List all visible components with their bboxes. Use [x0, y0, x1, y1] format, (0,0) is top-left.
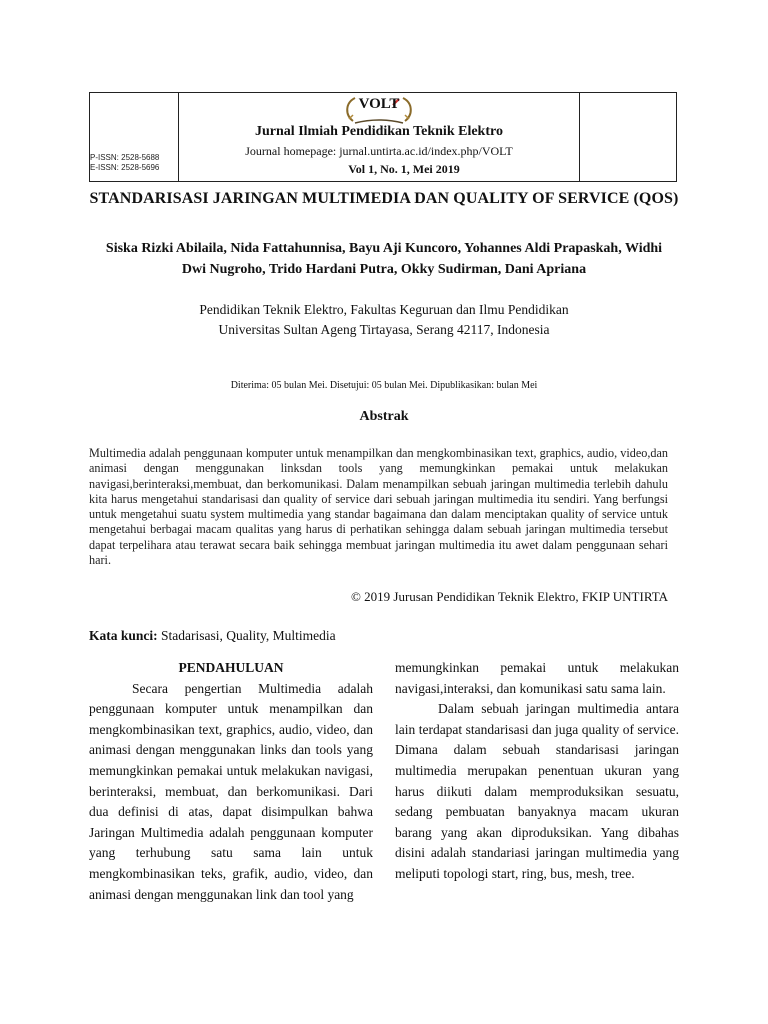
standardization-paragraph: Dalam sebuah jaringan multimedia antara lain terdapat standarisasi dan juga quality of service. Dimana dalam sebuah standarisasi jaringan multimedia merupakan penentuan ukuran yang harus diikuti dalam memproduksikan sesuatu, sedang pembuatan banyaknya macam ukuran barang yang akan diproduksikan. Yang dibahas disini adalah standariasi jaringan multimedia yang meliputi topologi start, ring, bus, mesh, tree.	[395, 701, 679, 881]
header-left-cell	[90, 93, 179, 181]
p-issn: P-ISSN: 2528-5688	[90, 153, 160, 162]
authors-line-1: Siska Rizki Abilaila, Nida Fattahunnisa, Bayu Aji Kuncoro, Yohannes Aldi Prapaskah, Widhi	[105, 241, 663, 256]
keywords-label: Kata kunci:	[89, 628, 158, 643]
volt-logo-text: VOLT	[358, 96, 400, 112]
section-heading: PENDAHULUAN	[178, 660, 284, 675]
publication-dates: Diterima: 05 bulan Mei. Disetujui: 05 bulan Mei. Dipublikasikan: bulan Mei	[230, 380, 538, 391]
abstract-body: Multimedia adalah penggunaan komputer untuk menampilkan dan mengkombinasikan text, graphics, audio, video,dan animasi dengan menggunakan linksdan tools yang memungkinkan pemakai untuk melakukan navigasi,berinteraksi,membuat, dan berkomunikasi. Dalam menampilkan sebuah jaringan multimedia terlebih dahulu kita harus mengetahui standarisasi dan quality of service dari sebuah jaringan multimedia itu sendiri. Yang berfungsi untuk mengetahui suatu system multimedia yang standar bagaimana dan dalam menciptakan quality of service untuk mengetahui berbagai macam qualitas yang harus di perhatikan sehingga dalam sebuah jaringan multimedia tersebut dapat terpelihara atau terawat secara baik sehingga membuat jaringan multimedia itu awet dalam penggunaan sehari hari.	[89, 446, 668, 568]
journal-header	[89, 92, 677, 182]
header-center-cell	[178, 93, 580, 181]
paper-title: STANDARISASI JARINGAN MULTIMEDIA DAN QUALITY OF SERVICE (QOS)	[89, 190, 679, 207]
affiliation-line-2: Universitas Sultan Ageng Tirtayasa, Serang 42117, Indonesia	[218, 322, 550, 337]
authors	[80, 238, 688, 280]
continued-paragraph: memungkinkan pemakai untuk melakukan navigasi,interaksi, dan komunikasi satu sama lain.	[395, 660, 679, 696]
copyright-line: © 2019 Jurusan Pendidikan Teknik Elektro, FKIP UNTIRTA	[351, 589, 668, 604]
journal-volume: Vol 1, No. 1, Mei 2019	[348, 162, 460, 176]
body-column-right	[395, 658, 679, 885]
header-right-cell	[579, 93, 676, 181]
body-column-left	[89, 658, 373, 905]
affiliation-line-1: Pendidikan Teknik Elektro, Fakultas Keguruan dan Ilmu Pendidikan	[199, 302, 569, 317]
journal-homepage[interactable]: Journal homepage: jurnal.untirta.ac.id/index.php/VOLT	[245, 144, 513, 158]
abstract-heading: Abstrak	[359, 409, 409, 424]
keywords	[89, 628, 336, 644]
e-issn: E-ISSN: 2528-5696	[90, 163, 160, 172]
affiliation	[80, 300, 688, 340]
authors-line-2: Dwi Nugroho, Trido Hardani Putra, Okky Sudirman, Dani Apriana	[181, 262, 587, 277]
intro-paragraph: Secara pengertian Multimedia adalah penggunaan komputer untuk menampilkan dan mengkombinasikan text, graphics, audio, video, dan animasi dengan menggunakan links dan tools yang memungkinkan pemakai untuk melakukan navigasi, berinteraksi, membuat, dan berkomunikasi. Dari dua definisi di atas, dapat disimpulkan bahwa Jaringan Multimedia adalah penggunaan komputer yang terhubung satu sama lain untuk mengkombinasikan teks, grafik, audio, video, dan animasi dengan menggunakan link dan tool yang	[89, 680, 373, 902]
keywords-value: Stadarisasi, Quality, Multimedia	[157, 628, 336, 643]
journal-name: Jurnal Ilmiah Pendidikan Teknik Elektro	[255, 124, 503, 139]
